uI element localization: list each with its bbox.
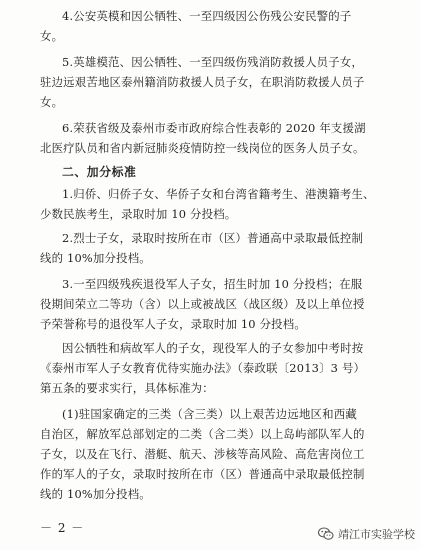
paragraph-line: 役期间荣立二等功（含）以上或被战区（战区级）及以上单位授 [40, 297, 365, 311]
paragraph-line: (1)驻国家确定的三类（含三类）以上艰苦边远地区和西藏 [62, 407, 357, 421]
paragraph-line: 5.英雄模范、因公牺牲、一至四级伤残消防救援人员子女， [62, 55, 364, 69]
paragraph-line: 北医疗队员和省内新冠肺炎疫情防控一线岗位的医务人员子女。 [40, 141, 365, 155]
paragraph-line: 驻边远艰苦地区泰州籍消防救援人员子女，在职消防救援人员子 [40, 75, 365, 89]
paragraph-line: 第五条的要求实行，具体标准为： [40, 381, 214, 395]
paragraph-line: 予荣誉称号的退役军人子女，录取时加 10 分投档。 [40, 317, 306, 331]
paragraph-line: 4.公安英模和因公牺牲、一至四级因公伤残公安民警的子 [62, 9, 352, 23]
watermark [318, 526, 415, 542]
paragraph-line: 女。 [40, 95, 64, 109]
bonus-item-2 [40, 228, 392, 268]
wechat-icon [318, 527, 334, 541]
paragraph-line: 子女，以及在飞行、潜艇、航天、涉核等高风险、高危害岗位工 [40, 447, 365, 461]
paragraph-line: 《泰州市军人子女教育优待实施办法》（泰政联〔2013〕3 号） [40, 361, 366, 375]
paragraph-line: 线的 10%加分投档。 [40, 251, 151, 265]
paragraph-line: 线的 10%加分投档。 [40, 487, 151, 501]
military-children-paragraph [40, 338, 392, 398]
paragraph-line: 自治区，解放军总部划定的二类（含二类）以上岛屿部队军人的 [40, 427, 365, 441]
paragraph-line: 作的军人的子女，录取时按所在市（区）普通高中录取最低控制 [40, 467, 365, 481]
bonus-item-1 [40, 184, 392, 224]
watermark-text: 靖江市实验学校 [338, 528, 415, 541]
paragraph-line: 3.一至四级残疾退役军人子女，招生时加 10 分投档；在服 [62, 277, 363, 291]
page-number: － 2 － [40, 521, 85, 535]
paragraph-5 [40, 52, 392, 112]
military-item-1 [40, 404, 392, 504]
paragraph-line: 1.归侨、归侨子女、华侨子女和台湾省籍考生、港澳籍考生、 [62, 187, 375, 201]
paragraph-4 [40, 6, 392, 46]
paragraph-line: 少数民族考生，录取时加 10 分投档。 [40, 207, 237, 221]
bonus-item-3 [40, 274, 392, 334]
paragraph-line: 女。 [40, 29, 64, 43]
paragraph-line: 6.荣获省级及泰州市委市政府综合性表彰的 2020 年支援湖 [62, 121, 366, 135]
paragraph-line: 因公牺牲和病故军人的子女，现役军人的子女参加中考时按 [62, 341, 364, 355]
paragraph-6 [40, 118, 392, 158]
section-heading: 二、加分标准 [62, 165, 137, 179]
paragraph-line: 2.烈士子女，录取时按所在市（区）普通高中录取最低控制 [62, 231, 364, 245]
